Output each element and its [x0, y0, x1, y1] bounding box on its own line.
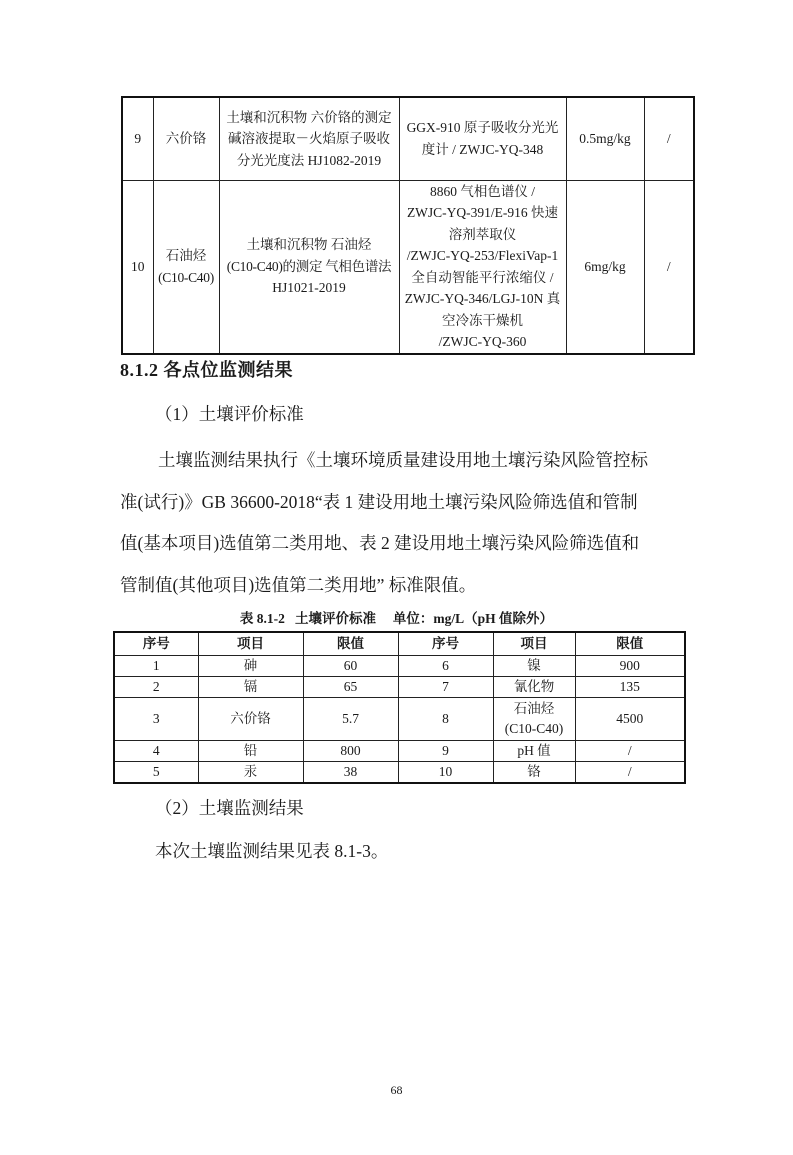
- header-row: [114, 632, 685, 656]
- table-row: [122, 97, 694, 180]
- instrument-line: GGX-910 原子吸收分光光: [406, 120, 559, 136]
- item-line: pH 值: [517, 743, 551, 758]
- row-number: 5: [114, 762, 198, 784]
- analyte-line: 石油烃: [165, 248, 207, 263]
- paragraph-line: 管制值(其他项目)选值第二类用地” 标准限值。: [120, 574, 477, 595]
- page-number: 68: [390, 1083, 403, 1097]
- instrument-line: ZWJC-YQ-346/LGJ-10N 真: [404, 291, 561, 306]
- method-line: 土壤和沉积物 六价铬的测定: [226, 109, 392, 125]
- remark: /: [644, 180, 694, 354]
- analyte-line: 六价铬: [165, 131, 207, 146]
- row-number: 6: [398, 656, 493, 677]
- limit-value: 900: [575, 656, 685, 677]
- table-row: [122, 180, 694, 354]
- instrument-line: 8860 气相色谱仪 /: [429, 183, 535, 199]
- table-row: [114, 762, 685, 784]
- limit-value: 135: [575, 677, 685, 698]
- instrument-cell: [399, 180, 566, 354]
- limit-value: 5.7: [303, 698, 398, 741]
- row-number: 9: [398, 741, 493, 762]
- header-limit: 限值: [575, 632, 685, 656]
- item-name: 六价铬: [198, 698, 303, 741]
- detection-limit: 0.5mg/kg: [566, 97, 644, 180]
- analyte-cell: [153, 97, 219, 180]
- analysis-method-table: [121, 96, 695, 355]
- header-item: 项目: [198, 632, 303, 656]
- item-line: 镍: [527, 658, 541, 673]
- item-name: 砷: [198, 656, 303, 677]
- row-number: 10: [398, 762, 493, 784]
- method-line: 碱溶液提取－火焰原子吸收: [228, 131, 390, 146]
- row-number: 9: [122, 97, 153, 180]
- table-row: [114, 698, 685, 741]
- item-name: [493, 656, 575, 677]
- soil-standards-table: [113, 631, 686, 784]
- remark: /: [644, 97, 694, 180]
- method-cell: [219, 97, 399, 180]
- limit-value: 60: [303, 656, 398, 677]
- subheading-evaluation-standard: （1）土壤评价标准: [155, 404, 304, 424]
- instrument-line: 度计 / ZWJC-YQ-348: [421, 141, 544, 157]
- item-name: 铅: [198, 741, 303, 762]
- instrument-line: /ZWJC-YQ-253/FlexiVap-1: [406, 248, 559, 263]
- table-caption: 表 8.1-2 土壤评价标准 单位：mg/L（pH 值除外）: [239, 611, 554, 626]
- table-row: [114, 677, 685, 698]
- analyte-cell: [153, 180, 219, 354]
- item-name: [493, 698, 575, 741]
- limit-value: 65: [303, 677, 398, 698]
- section-heading: 8.1.2 各点位监测结果: [120, 360, 293, 380]
- paragraph-line: 土壤监测结果执行《土壤环境质量建设用地土壤污染风险管控标: [158, 450, 648, 470]
- detection-limit: 6mg/kg: [566, 180, 644, 354]
- method-line: (C10-C40)的测定 气相色谱法: [226, 258, 392, 274]
- instrument-line: /ZWJC-YQ-360: [438, 334, 527, 349]
- item-line: (C10-C40): [504, 721, 564, 736]
- row-number: 7: [398, 677, 493, 698]
- instrument-line: ZWJC-YQ-391/E-916 快速: [406, 205, 559, 220]
- instrument-cell: [399, 97, 566, 180]
- header-no: 序号: [114, 632, 198, 656]
- table-row: [114, 656, 685, 677]
- item-name: [493, 677, 575, 698]
- row-number: 8: [398, 698, 493, 741]
- method-line: 分光光度法 HJ1082-2019: [236, 152, 382, 168]
- standard-paragraph: [120, 440, 680, 606]
- limit-value: /: [575, 741, 685, 762]
- method-line: HJ1021-2019: [272, 280, 346, 296]
- item-line: 铬: [527, 764, 541, 779]
- header-no: 序号: [398, 632, 493, 656]
- row-number: 3: [114, 698, 198, 741]
- item-name: [493, 762, 575, 784]
- item-name: 汞: [198, 762, 303, 784]
- item-name: 镉: [198, 677, 303, 698]
- method-cell: [219, 180, 399, 354]
- limit-value: 38: [303, 762, 398, 784]
- paragraph-line: 准(试行)》GB 36600-2018“表 1 建设用地土壤污染风险筛选值和管制: [120, 491, 638, 512]
- row-number: 2: [114, 677, 198, 698]
- limit-value: 4500: [575, 698, 685, 741]
- row-number: 4: [114, 741, 198, 762]
- item-line: 石油烃: [513, 701, 555, 716]
- instrument-line: 空冷冻干燥机: [442, 312, 523, 328]
- subheading-monitoring-results: （2）土壤监测结果: [155, 798, 304, 818]
- row-number: 1: [114, 656, 198, 677]
- table-row: [114, 741, 685, 762]
- paragraph-line: 值(基本项目)选值第二类用地、表 2 建设用地土壤污染风险筛选值和: [120, 533, 640, 553]
- limit-value: 800: [303, 741, 398, 762]
- row-number: 10: [122, 180, 153, 354]
- instrument-line: 全自动智能平行浓缩仪 /: [411, 269, 554, 285]
- limit-value: /: [575, 762, 685, 784]
- item-name: [493, 741, 575, 762]
- instrument-line: 溶剂萃取仪: [448, 226, 517, 242]
- header-limit: 限值: [303, 632, 398, 656]
- method-line: 土壤和沉积物 石油烃: [246, 237, 372, 253]
- header-item: 项目: [493, 632, 575, 656]
- item-line: 氰化物: [513, 679, 555, 694]
- analyte-line: (C10-C40): [158, 269, 214, 285]
- results-paragraph: 本次土壤监测结果见表 8.1-3。: [155, 841, 389, 861]
